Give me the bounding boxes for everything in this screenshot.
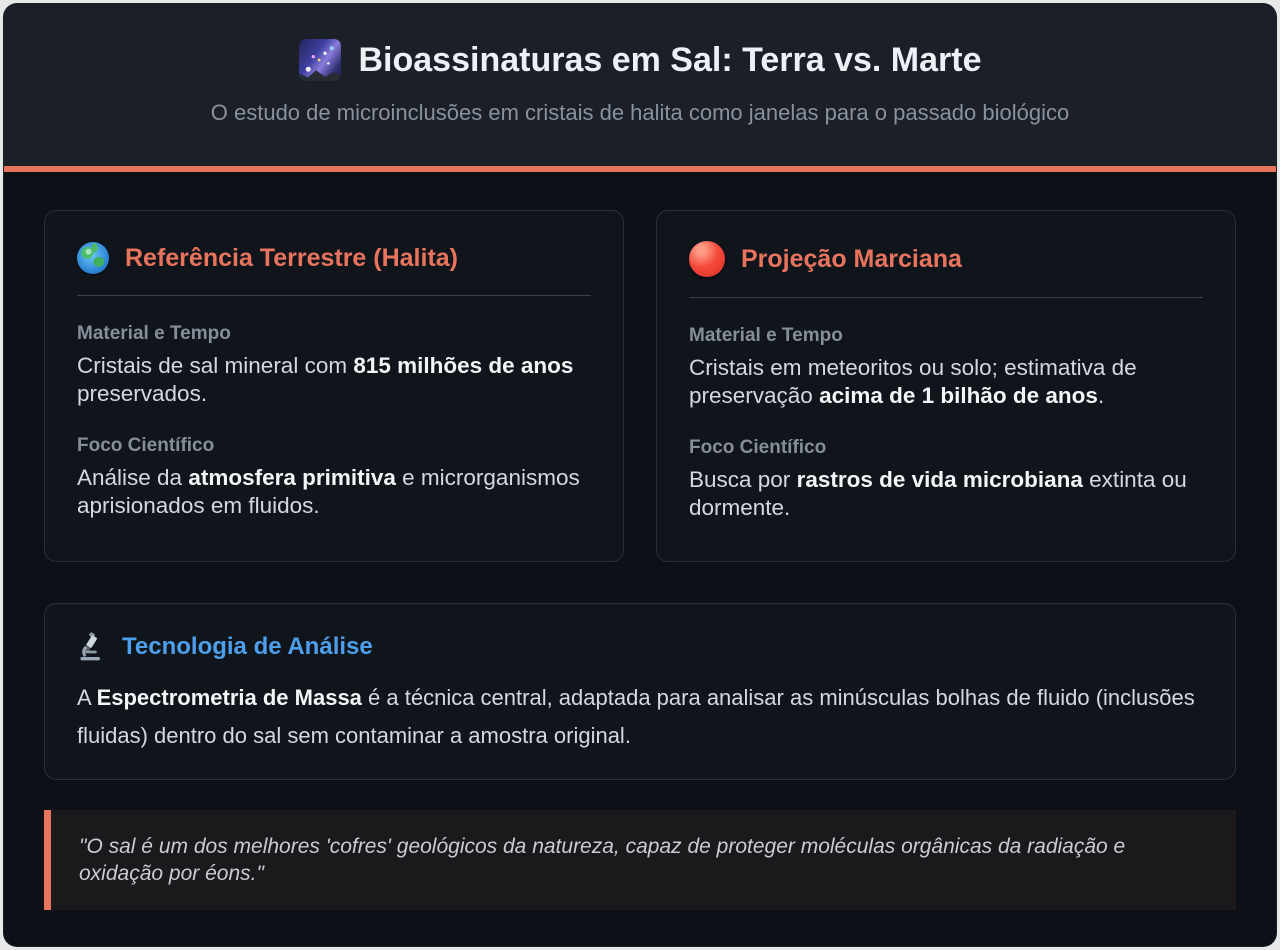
main-content bbox=[4, 172, 1276, 910]
page-subtitle: O estudo de microinclusões em cristais de halita como janelas para o passado biológico bbox=[210, 100, 1070, 125]
section-text: Cristais de sal mineral com 815 milhões de anos preservados. bbox=[77, 353, 574, 406]
page-title: Bioassinaturas em Sal: Terra vs. Marte bbox=[358, 41, 982, 79]
earth-reference-card bbox=[44, 210, 624, 562]
quote-text: "O sal é um dos melhores 'cofres' geológicos da natureza, capaz de proteger moléculas orgânicas da radiação e oxidação por éons." bbox=[79, 835, 1126, 885]
section-label: Foco Científico bbox=[77, 435, 215, 456]
earth-card-title: Referência Terrestre (Halita) bbox=[125, 244, 459, 272]
section-label: Material e Tempo bbox=[689, 325, 843, 346]
page-header bbox=[4, 4, 1276, 172]
section-text: Cristais em meteoritos ou solo; estimativa de preservação acima de 1 bilhão de anos. bbox=[689, 355, 1137, 408]
section-text: Busca por rastros de vida microbiana extinta ou dormente. bbox=[689, 467, 1187, 520]
microscope-icon bbox=[77, 632, 107, 662]
divider bbox=[689, 297, 1203, 298]
earth-card-title-row bbox=[77, 241, 591, 275]
earth-globe-icon bbox=[77, 242, 109, 274]
section-text: Análise da atmosfera primitiva e microrganismos aprisionados em fluidos. bbox=[77, 465, 580, 518]
divider bbox=[77, 295, 591, 296]
tech-card-title-row bbox=[77, 632, 1203, 662]
quote-block bbox=[44, 810, 1236, 910]
tech-card-text: A Espectrometria de Massa é a técnica central, adaptada para analisar as minúsculas bolhas de fluido (inclusões fluidas) dentro do sal sem contaminar a amostra original. bbox=[77, 685, 1195, 748]
page-title-row bbox=[24, 38, 1256, 82]
section-label: Foco Científico bbox=[689, 437, 827, 458]
section-label: Material e Tempo bbox=[77, 323, 231, 344]
mars-card-title: Projeção Marciana bbox=[741, 245, 962, 273]
milky-way-icon bbox=[299, 39, 341, 81]
mars-card-title-row bbox=[689, 241, 1203, 277]
tech-card-title: Tecnologia de Análise bbox=[122, 633, 373, 660]
analysis-technology-card bbox=[44, 603, 1236, 780]
comparison-cards-row bbox=[44, 210, 1236, 562]
red-circle-icon bbox=[689, 241, 725, 277]
mars-projection-card bbox=[656, 210, 1236, 562]
page-container bbox=[3, 3, 1277, 947]
